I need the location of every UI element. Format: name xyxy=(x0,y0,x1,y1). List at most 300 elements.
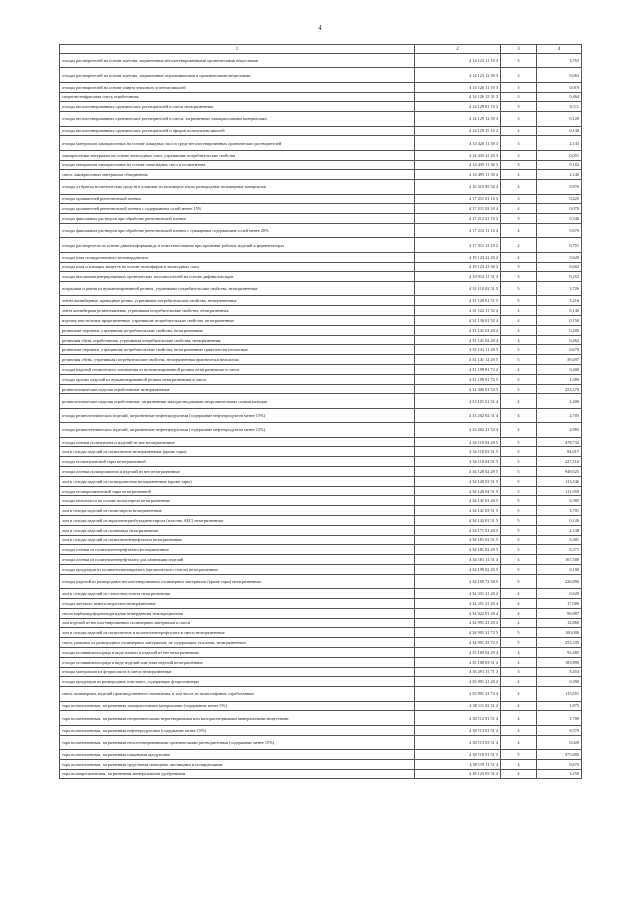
fkko-code-cell: 4 34 110 03 51 5 xyxy=(415,447,501,457)
waste-name-cell: отходы прочих изделий из вулканизированной резины незагрязненные в смеси xyxy=(60,374,415,384)
table-row xyxy=(60,112,582,126)
waste-name-cell: смесь упаковок из разнородных полимерных материалов, не содержащих галогены, незагрязненных xyxy=(60,638,415,648)
mass-cell: 0,670 xyxy=(537,223,582,237)
table-row xyxy=(60,545,582,555)
mass-cell: 12,860 xyxy=(537,618,582,628)
hazard-class-cell: 5 xyxy=(501,564,537,574)
waste-name-cell: лом и отходы изделий из акрилонитрилбутадиенстирола (пластик АБС) незагрязненные xyxy=(60,516,415,526)
mass-cell: 5,216 xyxy=(537,296,582,306)
hazard-class-cell: 5 xyxy=(501,296,537,306)
waste-name-cell: лакокрасочные материалы на основе эпоксидных смол, утратившие потребительские свойства xyxy=(60,150,415,160)
waste-name-cell: тара полипропиленовая, загрязненная минеральными удобрениями xyxy=(60,769,415,779)
mass-cell: 96,887 xyxy=(537,608,582,618)
fkko-code-cell: 4 31 141 01 20 4 xyxy=(415,325,501,335)
fkko-code-cell: 4 35 291 11 71 3 xyxy=(415,667,501,677)
hazard-class-cell: 4 xyxy=(501,223,537,237)
table-row xyxy=(60,638,582,648)
table-row xyxy=(60,486,582,496)
mass-cell: 6,385 xyxy=(537,496,582,506)
waste-name-cell: тара полиэтиленовая, загрязненная неорганическими нерастворимыми или малорастворимыми минеральными веществами xyxy=(60,711,415,725)
waste-name-cell: тара полиэтиленовая, загрязненная лакокрасочными материалами (содержание менее 5%) xyxy=(60,701,415,711)
table-row xyxy=(60,272,582,282)
table-row xyxy=(60,769,582,779)
fkko-code-cell: 4 14 129 12 39 3 xyxy=(415,112,501,126)
mass-cell: 5,620 xyxy=(537,252,582,262)
hazard-class-cell: 4 xyxy=(501,325,537,335)
mass-cell: 253,370 xyxy=(537,384,582,394)
hazard-class-cell: 4 xyxy=(501,647,537,657)
fkko-code-cell: 4 38 123 05 51 4 xyxy=(415,769,501,779)
waste-name-cell: отходы растворителя на основе диметилформамида и моноэтаноламина при промывке рабочих изделий в ферментаторах xyxy=(60,238,415,252)
fkko-code-cell: 4 38 111 02 51 4 xyxy=(415,701,501,711)
mass-cell: 3,726 xyxy=(537,282,582,296)
table-row xyxy=(60,437,582,447)
fkko-code-cell: 4 34 120 03 51 5 xyxy=(415,476,501,486)
table-row xyxy=(60,677,582,687)
hazard-class-cell: 4 xyxy=(501,204,537,214)
mass-cell: 3,301 xyxy=(537,535,582,545)
mass-cell: 2,143 xyxy=(537,136,582,150)
hazard-class-cell: 3 xyxy=(501,102,537,112)
table-row xyxy=(60,306,582,316)
table-row xyxy=(60,608,582,618)
fkko-code-cell: 4 34 181 01 51 5 xyxy=(415,535,501,545)
mass-cell: 84,017 xyxy=(537,447,582,457)
mass-cell: 0,346 xyxy=(537,214,582,224)
table-row xyxy=(60,735,582,749)
fkko-code-cell: 4 38 113 03 51 4 xyxy=(415,735,501,749)
fkko-code-cell: 4 31 141 02 20 4 xyxy=(415,335,501,345)
table-row xyxy=(60,136,582,150)
mass-cell: 1,580 xyxy=(537,374,582,384)
hazard-class-cell: 3 xyxy=(501,272,537,282)
fkko-code-cell: 4 14 126 11 10 3 xyxy=(415,82,501,92)
table-row xyxy=(60,667,582,677)
waste-name-cell: отходы материалов из фторопласта в смеси незагрязненные xyxy=(60,667,415,677)
table-row xyxy=(60,54,582,68)
table-row xyxy=(60,282,582,296)
waste-name-cell: резиновая обувь отработанная, утратившая потребительские свойства, незагрязненная xyxy=(60,335,415,345)
fkko-code-cell: 4 14 435 21 20 3 xyxy=(415,150,501,160)
fkko-code-cell: 4 35 991 21 20 4 xyxy=(415,677,501,687)
mass-cell: 0,100 xyxy=(537,564,582,574)
fkko-code-cell: 4 34 199 02 20 5 xyxy=(415,564,501,574)
hazard-class-cell: 3 xyxy=(501,160,537,170)
fkko-code-cell: 4 17 211 02 10 4 xyxy=(415,204,501,214)
mass-cell: 0,020 xyxy=(537,735,582,749)
hazard-class-cell: 4 xyxy=(501,423,537,437)
mass-cell: 478,734 xyxy=(537,437,582,447)
waste-name-cell: отходы продукции из полиметилметакрилата (органического стекла) незагрязненные xyxy=(60,564,415,574)
fkko-code-cell: 4 19 912 11 31 3 xyxy=(415,272,501,282)
table-row xyxy=(60,223,582,237)
fkko-code-cell: 4 19 123 22 20 4 xyxy=(415,252,501,262)
table-row xyxy=(60,214,582,224)
hazard-class-cell: 5 xyxy=(501,467,537,477)
waste-name-cell: лента конвейерная резинотканевая, утратившая потребительские свойства, незагрязненная xyxy=(60,306,415,316)
hazard-class-cell: 5 xyxy=(501,355,537,365)
mass-cell: 0,462 xyxy=(537,335,582,345)
fkko-code-cell: 4 34 991 21 20 4 xyxy=(415,618,501,628)
fkko-code-cell: 4 14 129 01 10 3 xyxy=(415,102,501,112)
waste-name-cell: отходы поливинилхлорида в виде пленки и изделий из нее незагрязненные xyxy=(60,647,415,657)
hazard-class-cell: 4 xyxy=(501,180,537,194)
table-row xyxy=(60,365,582,375)
table-row xyxy=(60,496,582,506)
waste-name-cell: лом и отходы изделий из полистирола незагрязненные xyxy=(60,506,415,516)
waste-name-cell: лом и отходы изделий из полиэтилентерефталата незагрязненные xyxy=(60,535,415,545)
table-row xyxy=(60,68,582,82)
table-row xyxy=(60,701,582,711)
waste-name-cell: лом и отходы изделий из полиэтилена и полиэтилентерефталата в смеси незагрязненные xyxy=(60,628,415,638)
fkko-code-cell: 4 17 211 01 10 3 xyxy=(415,194,501,204)
hazard-class-cell: 4 xyxy=(501,408,537,422)
mass-cell: 1,200 xyxy=(537,394,582,408)
hazard-class-cell: 5 xyxy=(501,374,537,384)
table-row xyxy=(60,516,582,526)
waste-name-cell: отходы фиксажных растворов при обработке рентгеновской пленки с суммарным содержанием солей менее 20% xyxy=(60,223,415,237)
hazard-class-cell: 4 xyxy=(501,701,537,711)
table-row xyxy=(60,423,582,437)
fkko-code-cell: 4 31 199 91 72 5 xyxy=(415,374,501,384)
fkko-code-cell: 4 34 141 01 20 5 xyxy=(415,496,501,506)
mass-cell: 0,200 xyxy=(537,325,582,335)
table-row xyxy=(60,262,582,272)
waste-name-cell: отходы фиксажных растворов при обработке рентгеновской пленки xyxy=(60,214,415,224)
hazard-class-cell: 5 xyxy=(501,506,537,516)
waste-name-cell: отходы высококонцентрированных органических теплоносителей на основе дифенилоксидов xyxy=(60,272,415,282)
waste-name-cell: покрышки и ремни из вулканизированной резины, утратившие потребительские свойства, незагрязненные xyxy=(60,282,415,296)
fkko-code-cell: 4 34 991 33 72 5 xyxy=(415,638,501,648)
hazard-class-cell: 3 xyxy=(501,92,537,102)
fkko-code-cell: 4 31 141 12 20 5 xyxy=(415,355,501,365)
table-row xyxy=(60,170,582,180)
hazard-class-cell: 4 xyxy=(501,394,537,408)
table-row xyxy=(60,92,582,102)
table-header-row xyxy=(60,45,582,54)
waste-name-cell: отходы поливинилхлорида в виде изделий или лома изделий незагрязненные xyxy=(60,657,415,667)
mass-cell: 375,800 xyxy=(537,749,582,759)
table-row xyxy=(60,384,582,394)
hazard-class-cell: 5 xyxy=(501,457,537,467)
fkko-code-cell: 4 31 120 01 51 5 xyxy=(415,296,501,306)
waste-name-cell: отходы полипропиленовой тары незагрязненной xyxy=(60,486,415,496)
hazard-class-cell: 3 xyxy=(501,194,537,204)
mass-cell: 183,890 xyxy=(537,657,582,667)
hazard-class-cell: 5 xyxy=(501,525,537,535)
fkko-code-cell: 4 34 120 02 29 5 xyxy=(415,467,501,477)
fkko-code-cell: 4 34 251 21 20 4 xyxy=(415,598,501,608)
fkko-code-cell: 4 14 495 11 39 4 xyxy=(415,170,501,180)
mass-cell: 0,182 xyxy=(537,160,582,170)
table-row xyxy=(60,687,582,701)
table-row xyxy=(60,628,582,638)
header-cell: 2 xyxy=(415,45,501,54)
waste-name-cell: резиновые перчатки, утратившие потребительские свойства, незагрязненные практически неопасные xyxy=(60,345,415,355)
hazard-class-cell: 4 xyxy=(501,711,537,725)
page-number: 4 xyxy=(318,24,322,32)
hazard-class-cell: 4 xyxy=(501,759,537,769)
fkko-code-cell: 4 31 110 02 51 5 xyxy=(415,282,501,296)
hazard-class-cell: 4 xyxy=(501,657,537,667)
header-cell: 3 xyxy=(501,45,537,54)
fkko-code-cell: 4 33 101 01 51 4 xyxy=(415,394,501,408)
waste-name-cell: отходы материалов лакокрасочных на основе эпоксидных смол и полиэтилена xyxy=(60,160,415,170)
table-row xyxy=(60,564,582,574)
mass-cell: 39,497 xyxy=(537,355,582,365)
hazard-class-cell: 4 xyxy=(501,335,537,345)
table-row xyxy=(60,150,582,160)
hazard-class-cell: 4 xyxy=(501,735,537,749)
waste-name-cell: отходы изделий из разнородных негалогенированных полимерных материалов (кроме тары) незагрязненные xyxy=(60,574,415,588)
fkko-code-cell: 4 33 202 21 52 4 xyxy=(415,423,501,437)
mass-cell: 0,976 xyxy=(537,180,582,194)
fkko-code-cell: 4 17 311 12 10 2 xyxy=(415,238,501,252)
mass-cell: 111,959 xyxy=(537,486,582,496)
fkko-code-cell: 4 38 113 01 51 4 xyxy=(415,725,501,735)
waste-name-cell: отходы жесткого пенополиуретана незагрязненные xyxy=(60,598,415,608)
fkko-code-cell: 4 31 130 01 52 4 xyxy=(415,316,501,326)
hazard-class-cell: 4 xyxy=(501,608,537,618)
mass-cell: 3,701 xyxy=(537,506,582,516)
table-row xyxy=(60,335,582,345)
hazard-class-cell: 5 xyxy=(501,638,537,648)
mass-cell: 115,651 xyxy=(537,687,582,701)
fkko-code-cell: 4 38 118 01 51 5 xyxy=(415,749,501,759)
hazard-class-cell: 4 xyxy=(501,316,537,326)
mass-cell: 0,390 xyxy=(537,677,582,687)
mass-cell: 167,500 xyxy=(537,555,582,565)
table-row xyxy=(60,647,582,657)
fkko-code-cell: 4 31 141 11 20 5 xyxy=(415,345,501,355)
fkko-code-cell: 4 34 991 21 72 5 xyxy=(415,628,501,638)
mass-cell: 3,763 xyxy=(537,54,582,68)
fkko-code-cell: 4 14 420 11 39 3 xyxy=(415,136,501,150)
table-row xyxy=(60,525,582,535)
hazard-class-cell: 2 xyxy=(501,126,537,136)
waste-name-cell: отходы негалогенированных органических растворителей в смеси незагрязненные xyxy=(60,102,415,112)
waste-name-cell: отходы клея и клеящих веществ на основе полиэфиров и эпоксидных смол xyxy=(60,262,415,272)
fkko-code-cell: 4 31 199 81 72 4 xyxy=(415,365,501,375)
table-row xyxy=(60,589,582,599)
table-row xyxy=(60,535,582,545)
hazard-class-cell: 5 xyxy=(501,545,537,555)
waste-name-cell: отходы пленки полиэтилена и изделий из нее незагрязненные xyxy=(60,437,415,447)
fkko-code-cell: 4 14 123 11 10 3 xyxy=(415,54,501,68)
table-row xyxy=(60,618,582,628)
waste-name-cell: смесь лакокрасочных материалов обводненная xyxy=(60,170,415,180)
fkko-code-cell: 4 34 142 01 51 5 xyxy=(415,516,501,526)
table-row xyxy=(60,657,582,667)
mass-cell: 3,250 xyxy=(537,769,582,779)
fkko-code-cell: 4 14 123 12 39 3 xyxy=(415,68,501,82)
fkko-code-cell: 4 17 212 11 10 4 xyxy=(415,223,501,237)
table-row xyxy=(60,296,582,306)
fkko-code-cell: 4 16 315 95 52 4 xyxy=(415,180,501,194)
table-row xyxy=(60,598,582,608)
mass-cell: 1,875 xyxy=(537,701,582,711)
table-row xyxy=(60,749,582,759)
mass-cell: 5,371 xyxy=(537,545,582,555)
waste-name-cell: отходы растворителей на основе ацетона, загрязненные негалогенированными органическими веществами xyxy=(60,54,415,68)
mass-cell: 0,120 xyxy=(537,112,582,126)
fkko-code-cell: 4 34 231 21 20 4 xyxy=(415,589,501,599)
table-row xyxy=(60,238,582,252)
waste-name-cell: лом и отходы изделий из полиэтилена незагрязненные (кроме тары) xyxy=(60,447,415,457)
fkko-code-cell: 4 35 100 02 29 4 xyxy=(415,647,501,657)
table-row xyxy=(60,252,582,262)
mass-cell: 2,705 xyxy=(537,408,582,422)
fkko-code-cell: 4 34 110 02 29 5 xyxy=(415,437,501,447)
fkko-code-cell: 4 34 922 01 20 4 xyxy=(415,608,501,618)
mass-cell: 226,890 xyxy=(537,574,582,588)
table-row xyxy=(60,711,582,725)
fkko-code-cell: 4 35 100 03 51 4 xyxy=(415,657,501,667)
table-row xyxy=(60,180,582,194)
waste-name-cell: отходы материалов лакокрасочных на основе алкидных смол в среде негалогенированных органических растворителей xyxy=(60,136,415,150)
mass-cell: 0,140 xyxy=(537,126,582,136)
hazard-class-cell: 4 xyxy=(501,252,537,262)
waste-name-cell: тара полиэтиленовая, загрязненная негалогенированными органическими растворителями (содержание менее 15%) xyxy=(60,735,415,749)
mass-cell: 253,335 xyxy=(537,638,582,648)
hazard-class-cell: 5 xyxy=(501,486,537,496)
hazard-class-cell: 5 xyxy=(501,516,537,526)
hazard-class-cell: 2 xyxy=(501,238,537,252)
waste-name-cell: резиновые перчатки, утратившие потребительские свойства, незагрязненные xyxy=(60,325,415,335)
table-row xyxy=(60,316,582,326)
fkko-code-cell: 4 34 171 01 20 5 xyxy=(415,525,501,535)
mass-cell: 3,454 xyxy=(537,667,582,677)
mass-cell: 0,464 xyxy=(537,92,582,102)
mass-cell: 2,138 xyxy=(537,525,582,535)
waste-name-cell: спиртово-нефрасовая смесь отработанная xyxy=(60,92,415,102)
table-row xyxy=(60,160,582,170)
hazard-class-cell: 5 xyxy=(501,282,537,296)
mass-cell: 0,140 xyxy=(537,306,582,316)
waste-name-cell: лом и отходы изделий из полипропилена незагрязненные (кроме тары) xyxy=(60,476,415,486)
hazard-class-cell: 4 xyxy=(501,677,537,687)
mass-cell: 1,700 xyxy=(537,711,582,725)
table-row xyxy=(60,467,582,477)
fkko-code-cell: 4 31 300 01 52 5 xyxy=(415,384,501,394)
fkko-code-cell: 4 19 123 23 30 3 xyxy=(415,262,501,272)
waste-name-cell: резинотехнические изделия отработанные незагрязненные xyxy=(60,384,415,394)
mass-cell: 6,751 xyxy=(537,238,582,252)
table-row xyxy=(60,126,582,136)
table-row xyxy=(60,345,582,355)
hazard-class-cell: 5 xyxy=(501,574,537,588)
waste-name-cell: резиновая обувь, утратившая потребительские свойства, незагрязненная практически неопасная xyxy=(60,355,415,365)
mass-cell: 17,000 xyxy=(537,598,582,608)
hazard-class-cell: 4 xyxy=(501,725,537,735)
table-row xyxy=(60,555,582,565)
mass-cell: 0,051 xyxy=(537,150,582,160)
fkko-code-cell: 4 34 120 04 51 5 xyxy=(415,486,501,496)
hazard-class-cell: 4 xyxy=(501,618,537,628)
waste-name-cell: отходы пленки полипропилена и изделий из нее незагрязненные xyxy=(60,467,415,477)
waste-register-table xyxy=(59,44,582,779)
table-row xyxy=(60,204,582,214)
mass-cell: 0,120 xyxy=(537,516,582,526)
waste-name-cell: отходы негалогенированных органических растворителей в смеси, загрязненные лакокрасочными материалами xyxy=(60,112,415,126)
waste-name-cell: отходы продукции из разнородных пластмасс, содержащие фторполимеры xyxy=(60,677,415,687)
table-row xyxy=(60,447,582,457)
mass-cell: 0,070 xyxy=(537,204,582,214)
waste-name-cell: отходы пенопласта на основе полистирола незагрязненные xyxy=(60,496,415,506)
table-row xyxy=(60,506,582,516)
waste-name-cell: тара полиэтиленовая, загрязненная средствами моющими, чистящими и полирующими xyxy=(60,759,415,769)
waste-name-cell: отходы проявителей рентгеновской пленки с содержанием солей менее 15% xyxy=(60,204,415,214)
hazard-class-cell: 5 xyxy=(501,628,537,638)
waste-name-cell: лом изделий из негалогенированных полимерных материалов в смеси xyxy=(60,618,415,628)
waste-name-cell: отходы от бритья косметических средств в упаковке из полимеров и/или разнородных полимерных материалов xyxy=(60,180,415,194)
waste-name-cell: изделия текстильные прорезиненные, утратившие потребительские свойства, незагрязненные xyxy=(60,316,415,326)
hazard-class-cell: 3 xyxy=(501,68,537,82)
hazard-class-cell: 3 xyxy=(501,262,537,272)
fkko-code-cell: 4 14 126 15 31 3 xyxy=(415,92,501,102)
waste-name-cell: отходы негалогенированных органических растворителей и эфиров полиэтиленгликолей xyxy=(60,126,415,136)
hazard-class-cell: 3 xyxy=(501,667,537,677)
mass-cell: 0,019 xyxy=(537,82,582,92)
mass-cell: 0,111 xyxy=(537,102,582,112)
table-row xyxy=(60,394,582,408)
mass-cell: 227,510 xyxy=(537,457,582,467)
fkko-code-cell: 4 34 199 72 50 5 xyxy=(415,574,501,588)
hazard-class-cell: 4 xyxy=(501,365,537,375)
waste-name-cell: отходы резинотехнических изделий, загрязненные нефтепродуктами (содержание нефтепродуктов менее 15%) xyxy=(60,423,415,437)
table-row xyxy=(60,725,582,735)
fkko-code-cell: 4 33 202 02 51 4 xyxy=(415,408,501,422)
waste-name-cell: отходы пленки из полиэтилентерефталата незагрязненные xyxy=(60,545,415,555)
hazard-class-cell: 3 xyxy=(501,214,537,224)
mass-cell: 0,670 xyxy=(537,345,582,355)
mass-cell: 0,602 xyxy=(537,262,582,272)
hazard-class-cell: 5 xyxy=(501,476,537,486)
mass-cell: 0,620 xyxy=(537,589,582,599)
waste-name-cell: отходы резинотехнических изделий, загрязненные нефтепродуктами (содержание нефтепродуктов менее 15%) xyxy=(60,408,415,422)
mass-cell: 2,140 xyxy=(537,170,582,180)
fkko-code-cell: 4 34 181 02 29 5 xyxy=(415,545,501,555)
mass-cell: 0,425 xyxy=(537,194,582,204)
fkko-code-cell: 4 31 122 11 52 4 xyxy=(415,306,501,316)
fkko-code-cell: 4 14 435 11 30 3 xyxy=(415,160,501,170)
waste-name-cell: тара полиэтиленовая, загрязненная нефтепродуктами (содержание менее 15%) xyxy=(60,725,415,735)
header-cell: 1 xyxy=(60,45,415,54)
table-row xyxy=(60,408,582,422)
hazard-class-cell: 5 xyxy=(501,384,537,394)
hazard-class-cell: 4 xyxy=(501,306,537,316)
hazard-class-cell: 3 xyxy=(501,136,537,150)
mass-cell: 0,252 xyxy=(537,272,582,282)
mass-cell: 0,150 xyxy=(537,316,582,326)
table-row xyxy=(60,374,582,384)
fkko-code-cell: 4 17 212 01 10 3 xyxy=(415,214,501,224)
fkko-code-cell: 4 34 181 11 51 4 xyxy=(415,555,501,565)
mass-cell: 0,400 xyxy=(537,365,582,375)
table-row xyxy=(60,476,582,486)
hazard-class-cell: 5 xyxy=(501,535,537,545)
mass-cell: 92,485 xyxy=(537,647,582,657)
mass-cell: 0,675 xyxy=(537,759,582,769)
waste-name-cell: тара полиэтиленовая, загрязненная пищевыми продуктами xyxy=(60,749,415,759)
hazard-class-cell: 3 xyxy=(501,82,537,92)
mass-cell: 113,546 xyxy=(537,476,582,486)
waste-name-cell: смола карбамидоформальдегидная затвердевшая некондиционная xyxy=(60,608,415,618)
waste-name-cell: отходы изделий технического назначения из вулканизированной резины незагрязненные в смеси xyxy=(60,365,415,375)
mass-cell: 6,579 xyxy=(537,725,582,735)
fkko-code-cell: 4 38 112 01 51 4 xyxy=(415,711,501,725)
waste-name-cell: отходы растворителей на основе спирта этилового и пентагликолей xyxy=(60,82,415,92)
